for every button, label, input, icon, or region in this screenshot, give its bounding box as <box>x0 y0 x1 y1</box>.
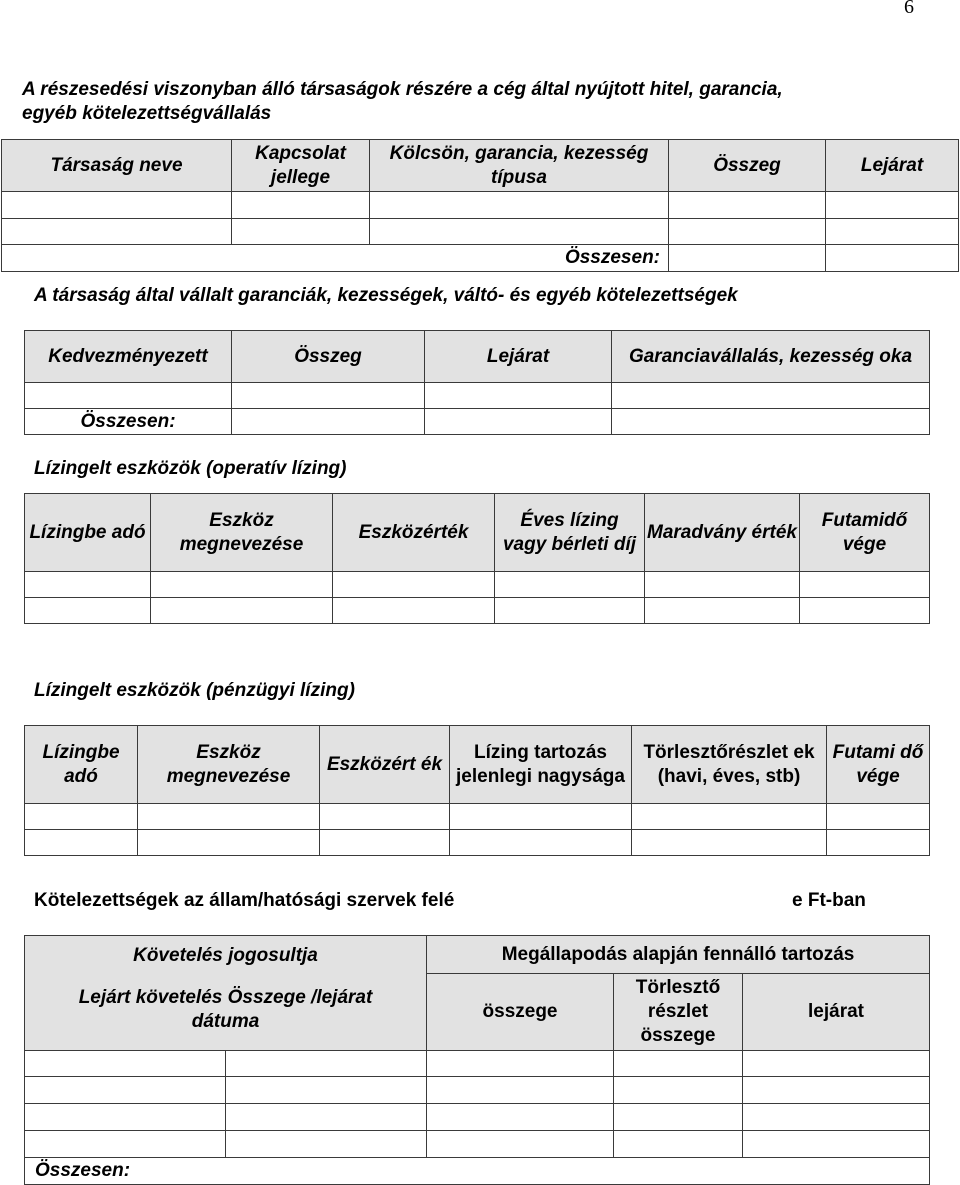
col-header-amount: Összeg <box>232 331 425 383</box>
section2-title: A társaság által vállalt garanciák, kezességek, váltó- és egyéb kötelezettségek <box>34 285 738 306</box>
input-cell[interactable] <box>427 1077 614 1104</box>
section1-table <box>1 139 959 272</box>
input-cell[interactable] <box>320 830 450 856</box>
input-cell[interactable] <box>645 598 800 624</box>
table-row <box>25 598 930 624</box>
input-cell[interactable] <box>632 830 827 856</box>
col-header-lessor: Lízingbe adó <box>25 726 138 804</box>
overdue-amount-label: Lejárt követelés Összege /lejárat dátuma <box>78 987 373 1032</box>
col-header-debt-amount: összege <box>427 974 614 1051</box>
input-cell[interactable] <box>743 1077 930 1104</box>
input-cell[interactable] <box>25 1131 226 1158</box>
col-header-guarantee-reason: Garanciavállalás, kezesség oka <box>612 331 930 383</box>
total-amount-cell[interactable] <box>669 245 826 272</box>
table-row <box>2 219 959 245</box>
input-cell[interactable] <box>2 192 232 219</box>
col-header-lessor: Lízingbe adó <box>25 494 151 572</box>
input-cell[interactable] <box>320 804 450 830</box>
input-cell[interactable] <box>614 1131 743 1158</box>
table-row <box>25 383 930 409</box>
total-row <box>25 409 930 435</box>
input-cell[interactable] <box>800 572 930 598</box>
section4-table <box>24 725 930 856</box>
input-cell[interactable] <box>743 1104 930 1131</box>
input-cell[interactable] <box>425 409 612 435</box>
input-cell[interactable] <box>800 598 930 624</box>
input-cell[interactable] <box>232 219 370 245</box>
input-cell[interactable] <box>614 1051 743 1077</box>
total-row <box>25 1158 930 1185</box>
input-cell[interactable] <box>495 572 645 598</box>
currency-unit: e Ft-ban <box>792 890 866 911</box>
col-header-asset-value: Eszközért ék <box>320 726 450 804</box>
col-header-due: Lejárat <box>425 331 612 383</box>
input-cell[interactable] <box>614 1104 743 1131</box>
input-cell[interactable] <box>427 1104 614 1131</box>
input-cell[interactable] <box>743 1131 930 1158</box>
input-cell[interactable] <box>669 192 826 219</box>
input-cell[interactable] <box>333 598 495 624</box>
col-header-term-end: Futamidő vége <box>800 494 930 572</box>
creditor-label: Követelés jogosultja <box>133 945 318 966</box>
input-cell[interactable] <box>25 830 138 856</box>
input-cell[interactable] <box>25 383 232 409</box>
total-label: Összesen: <box>2 245 669 272</box>
page-number: 6 <box>904 0 914 18</box>
table-row <box>25 1051 930 1077</box>
input-cell[interactable] <box>612 409 930 435</box>
col-header-lease-debt: Lízing tartozás jelenlegi nagysága <box>450 726 632 804</box>
section2-table <box>24 330 930 435</box>
total-label: Összesen: <box>25 1158 930 1185</box>
input-cell[interactable] <box>232 192 370 219</box>
table-row <box>25 1104 930 1131</box>
table-row <box>25 1077 930 1104</box>
input-cell[interactable] <box>826 192 959 219</box>
input-cell[interactable] <box>151 598 333 624</box>
input-cell[interactable] <box>333 572 495 598</box>
input-cell[interactable] <box>232 383 425 409</box>
col-header-residual-value: Maradvány érték <box>645 494 800 572</box>
input-cell[interactable] <box>226 1077 427 1104</box>
col-header-agreement-debt: Megállapodás alapján fennálló tartozás <box>427 936 930 974</box>
input-cell[interactable] <box>138 830 320 856</box>
section5-title: Kötelezettségek az állam/hatósági szervek felé <box>34 890 455 911</box>
table-row <box>25 572 930 598</box>
table-row <box>2 192 959 219</box>
input-cell[interactable] <box>25 1051 226 1077</box>
input-cell[interactable] <box>138 804 320 830</box>
section5-table <box>24 935 930 1185</box>
col-header-term-end: Futami dő vége <box>827 726 930 804</box>
input-cell[interactable] <box>450 830 632 856</box>
col-header-relation-type: Kapcsolat jellege <box>232 140 370 192</box>
total-due-cell[interactable] <box>826 245 959 272</box>
col-header-installment-amount: Törlesztő részlet összege <box>614 974 743 1051</box>
col-header-creditor <box>25 936 427 1051</box>
section1-title-line2: egyéb kötelezettségvállalás <box>22 103 272 124</box>
input-cell[interactable] <box>226 1131 427 1158</box>
col-header-loan-type: Kölcsön, garancia, kezesség típusa <box>370 140 669 192</box>
col-header-installments: Törlesztőrészlet ek (havi, éves, stb) <box>632 726 827 804</box>
total-label: Összesen: <box>25 409 232 435</box>
col-header-due: Lejárat <box>826 140 959 192</box>
input-cell[interactable] <box>614 1077 743 1104</box>
col-header-beneficiary: Kedvezményezett <box>25 331 232 383</box>
input-cell[interactable] <box>495 598 645 624</box>
input-cell[interactable] <box>25 804 138 830</box>
col-header-annual-fee: Éves lízing vagy bérleti díj <box>495 494 645 572</box>
input-cell[interactable] <box>370 219 669 245</box>
input-cell[interactable] <box>827 804 930 830</box>
input-cell[interactable] <box>827 830 930 856</box>
input-cell[interactable] <box>427 1131 614 1158</box>
input-cell[interactable] <box>25 572 151 598</box>
input-cell[interactable] <box>25 598 151 624</box>
total-amount-cell[interactable] <box>232 409 425 435</box>
section3-table <box>24 493 930 624</box>
input-cell[interactable] <box>826 219 959 245</box>
input-cell[interactable] <box>226 1104 427 1131</box>
section1-title-line1: A részesedési viszonyban álló társaságok részére a cég által nyújtott hitel, garancia, <box>22 79 783 100</box>
section3-title: Lízingelt eszközök (operatív lízing) <box>34 458 347 479</box>
col-header-due-date: lejárat <box>743 974 930 1051</box>
col-header-company-name: Társaság neve <box>2 140 232 192</box>
input-cell[interactable] <box>669 219 826 245</box>
section4-title: Lízingelt eszközök (pénzügyi lízing) <box>34 680 355 701</box>
col-header-asset-name: Eszköz megnevezése <box>151 494 333 572</box>
table-row <box>25 804 930 830</box>
input-cell[interactable] <box>425 383 612 409</box>
table-row <box>25 830 930 856</box>
input-cell[interactable] <box>370 192 669 219</box>
input-cell[interactable] <box>2 219 232 245</box>
input-cell[interactable] <box>450 804 632 830</box>
input-cell[interactable] <box>151 572 333 598</box>
col-header-asset-name: Eszköz megnevezése <box>138 726 320 804</box>
input-cell[interactable] <box>226 1051 427 1077</box>
input-cell[interactable] <box>25 1104 226 1131</box>
input-cell[interactable] <box>427 1051 614 1077</box>
input-cell[interactable] <box>612 383 930 409</box>
total-row <box>2 245 959 272</box>
input-cell[interactable] <box>25 1077 226 1104</box>
input-cell[interactable] <box>743 1051 930 1077</box>
col-header-asset-value: Eszközérték <box>333 494 495 572</box>
table-row <box>25 1131 930 1158</box>
input-cell[interactable] <box>645 572 800 598</box>
input-cell[interactable] <box>632 804 827 830</box>
col-header-amount: Összeg <box>669 140 826 192</box>
